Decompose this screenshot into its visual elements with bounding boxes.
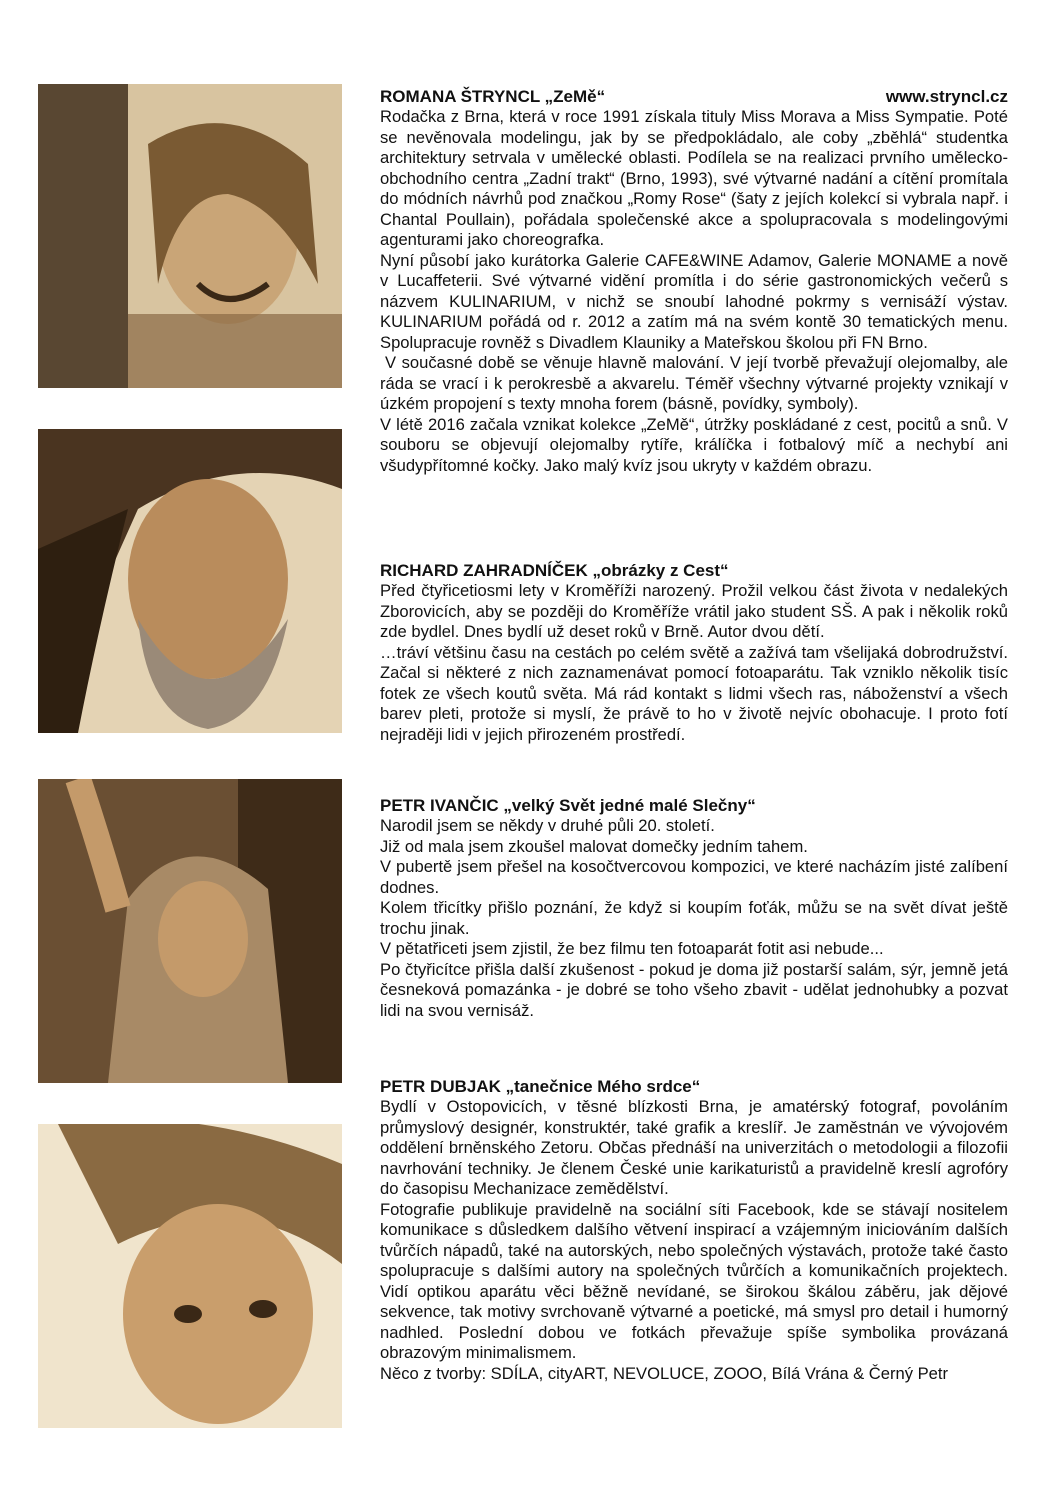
artist-title: RICHARD ZAHRADNÍČEK „obrázky z Cest“ bbox=[380, 561, 729, 580]
artist-title: PETR IVANČIC „velký Svět jedné malé Slečny“ bbox=[380, 796, 756, 815]
portrait-illustration bbox=[38, 84, 342, 388]
paragraph: Fotografie publikuje pravidelně na sociální síti Facebook, kde se stávají nositelem komunikace s důsledkem dalšího větvení inspirací a vzájemným iniciováním dalších tvůrčích nápadů, také na autorských, nebo společných výstavách, protože také často spolupracuje s dalšími autory na společných tvůrčích a komunikačních projektech. Vidí optikou aparátu věci běžně nevídané, se širokou škálou záběru, jak dějové sekvence, tak motivy svrchovaně výtvarné a poetické, má smysl pro detail i humorný nadhled. Poslední dobou ve fotkách převažuje spíše symbolika provázaná obrazovým minimalismem. bbox=[380, 1199, 1008, 1362]
paragraph: V pubertě jsem přešel na kosočtvercovou kompozici, ve které nacházím jisté zalíbení dodnes. bbox=[380, 857, 1008, 897]
artist-section-petr-ivancic bbox=[380, 795, 1008, 1021]
artist-section-romana bbox=[380, 86, 1008, 476]
paragraph: Rodačka z Brna, která v roce 1991 získala tituly Miss Morava a Miss Sympatie. Poté se nevěnovala modelingu, jak by se předpokládalo, ale coby „zběhlá“ studentka architektury setrvala v umělecké oblasti. Podílela se na realizaci prvního umělecko-obchodního centra „Zadní trakt“ (Brno, 1993), své výtvarné nadání a cítění promítala do módních návrhů pod značkou „Romy Rose“ (šaty z jejích kolekcí si vybrala např. i Chantal Poullain), pořádala společenské akce a spolupracovala s modelingovými agenturami jako choreografka. bbox=[380, 107, 1008, 249]
artist-title: PETR DUBJAK „tanečnice Mého srdce“ bbox=[380, 1077, 701, 1096]
portrait-photo-romana bbox=[38, 84, 342, 388]
paragraph: Bydlí v Ostopovicích, v těsné blízkosti Brna, je amatérský fotograf, povoláním průmyslový designér, konstruktér, také grafik a kreslíř. Je zaměstnán ve vývojovém oddělení brněnského Zetoru. Občas přednáší na univerzitách o metodologii a filozofii navrhování techniky. Je členem České unie karikaturistů a pravidelně kreslí agrofóry do časopisu Mechanizace zemědělství. bbox=[380, 1097, 1008, 1198]
paragraph: Kolem třicítky přišlo poznání, že když si koupím foťák, můžu se na svět dívat ještě trochu jinak. bbox=[380, 898, 1008, 938]
website-link[interactable]: www.stryncl.cz bbox=[885, 87, 1008, 106]
portrait-illustration bbox=[38, 779, 342, 1083]
paragraph: …tráví většinu času na cestách po celém světě a zažívá tam všelijaká dobrodružství. Začal si některé z nich zaznamenávat pomocí fotoaparátu. Tak vzniklo několik tisíc fotek ze všech koutů světa. Má rád kontakt s lidmi všech ras, náboženství a všech barev pleti, protože si myslí, že právě to ho v životě nejvíc obohacuje. I proto fotí nejraději lidi v jejich přirozeném prostředí. bbox=[380, 642, 1008, 744]
artist-heading bbox=[380, 86, 1008, 107]
artist-title: ROMANA ŠTRYNCL „ZeMě“ bbox=[380, 87, 606, 106]
paragraph: Po čtyřicítce přišla další zkušenost - pokud je doma již postarší salám, sýr, jemně jetá česneková pomazánka - je dobré se toho všeho zbavit - udělat jednohubky a pozvat lidi na svou vernisáž. bbox=[380, 959, 1008, 1020]
portrait-photo-richard bbox=[38, 429, 342, 733]
artist-section-petr-dubjak bbox=[380, 1076, 1008, 1384]
paragraph: Narodil jsem se někdy v druhé půli 20. století. bbox=[380, 816, 715, 835]
paragraph: V pětatřiceti jsem zjistil, že bez filmu ten fotoaparát fotit asi nebude... bbox=[380, 939, 884, 958]
portrait-photo-petr-ivancic bbox=[38, 779, 342, 1083]
paragraph: V létě 2016 začala vznikat kolekce „ZeMě“, útržky poskládané z cest, pocitů a snů. V souboru se objevují olejomalby rytíře, králíčka i fotbalový míč a nechybí ani všudypřítomné kočky. Jako malý kvíz jsou ukryty v každém obrazu. bbox=[380, 414, 1008, 475]
paragraph: Něco z tvorby: SDÍLA, cityART, NEVOLUCE, ZOOO, Bílá Vrána & Černý Petr bbox=[380, 1363, 949, 1383]
artist-heading bbox=[380, 795, 1008, 816]
portrait-illustration bbox=[38, 1124, 342, 1428]
artist-heading bbox=[380, 1076, 1008, 1097]
paragraph: Před čtyřicetiosmi lety v Kroměříži narozený. Prožil velkou část života v nedalekých Zborovicích, aby se později do Kroměříže vrátil jako student SŠ. A pak i několik roků zde bydlel. Dnes bydlí už deset roků v Brně. Autor dvou dětí. bbox=[380, 581, 1008, 641]
portrait-photo-petr-dubjak bbox=[38, 1124, 342, 1428]
artist-heading bbox=[380, 560, 1008, 581]
portrait-illustration bbox=[38, 429, 342, 733]
paragraph: Nyní působí jako kurátorka Galerie CAFE&WINE Adamov, Galerie MONAME a nově v Lucaffeterii. Své výtvarné vidění promítla i do série gastronomických večerů s názvem KULINARIUM, v nichž se snoubí lahodné pokrmy s vernisáží výstav. KULINARIUM pořádá od r. 2012 a zatím má na svém kontě 30 tematických menu. Spolupracuje rovněž s Divadlem Klauniky a Mateřskou školou při FN Brno. bbox=[380, 250, 1008, 352]
artist-section-richard bbox=[380, 560, 1008, 745]
paragraph: Již od mala jsem zkoušel malovat domečky jedním tahem. bbox=[380, 836, 808, 856]
paragraph: V současné době se věnuje hlavně malování. V její tvorbě převažují olejomalby, ale ráda se vrací i k perokresbě a akvarelu. Téměř všechny výtvarné projekty vznikají v úzkém propojení s texty mnoha forem (básně, povídky, symboly). bbox=[380, 353, 1008, 413]
